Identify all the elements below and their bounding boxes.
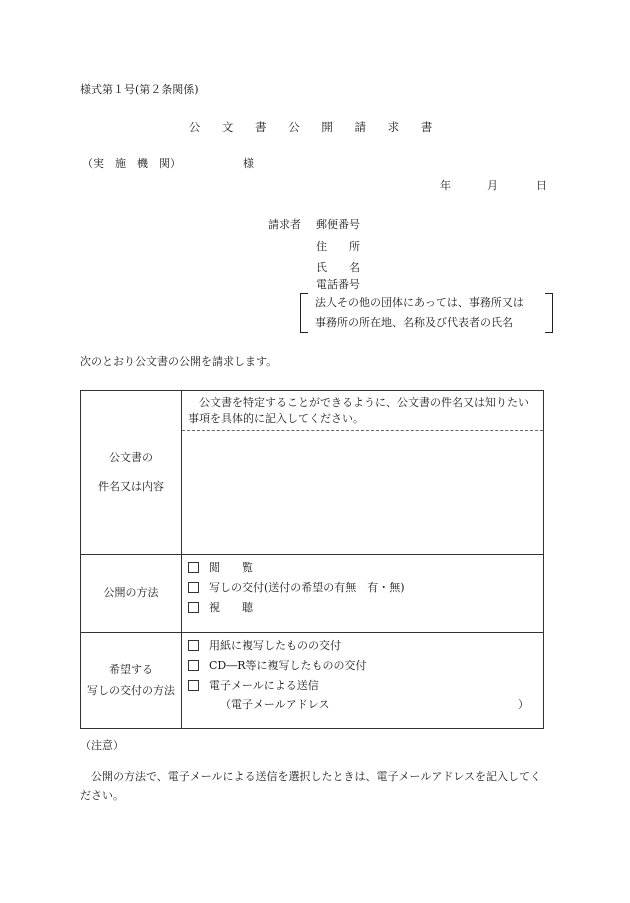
agency-suffix: 様 xyxy=(243,157,254,170)
table-row xyxy=(81,391,544,555)
option-copy-delivery[interactable]: 写しの交付(送付の希望の有無 有・無) xyxy=(182,577,543,597)
option-paper-copy[interactable]: 用紙に複写したものの交付 xyxy=(182,635,543,655)
option-inspection[interactable]: 閲 覧 xyxy=(182,557,543,577)
date-month: 月 xyxy=(487,179,498,192)
checkbox-copy-delivery[interactable] xyxy=(188,582,199,593)
corporate-note-line2: 事務所の所在地、名称及び代表者の氏名 xyxy=(315,316,513,329)
date-year: 年 xyxy=(440,179,451,192)
option-cdr-copy[interactable]: CD―R等に複写したものの交付 xyxy=(182,655,543,675)
corporate-note-bracket xyxy=(300,293,553,333)
option-email[interactable]: 電子メールによる送信 xyxy=(182,675,543,695)
document-subject-instruction: 公文書を特定することができるように、公文書の件名又は知りたい事項を具体的に記入してください。 xyxy=(182,391,543,431)
checkbox-inspection[interactable] xyxy=(188,562,199,573)
document-title: 公 文 書 公 開 請 求 書 xyxy=(188,120,442,134)
checkbox-paper-copy[interactable] xyxy=(188,640,199,651)
corporate-note-line1: 法人その他の団体にあっては、事務所又は xyxy=(315,296,524,309)
disclosure-method-label: 公開の方法 xyxy=(81,555,182,633)
document-subject-cell[interactable] xyxy=(182,391,544,555)
agency-label: （実 施 機 関） xyxy=(82,157,181,170)
notes-heading: （注意） xyxy=(80,739,124,752)
date-day: 日 xyxy=(536,179,547,192)
name-label: 氏 名 xyxy=(316,261,360,274)
option-viewing-listening[interactable]: 視 聴 xyxy=(182,597,543,617)
table-row xyxy=(81,633,544,729)
phone-label: 電話番号 xyxy=(316,278,360,291)
email-address-field[interactable]: （電子メールアドレス ） xyxy=(220,698,529,711)
request-intro: 次のとおり公文書の公開を請求します。 xyxy=(80,355,278,368)
address-label: 住 所 xyxy=(316,240,360,253)
form-number: 様式第１号(第２条関係) xyxy=(80,83,199,96)
copy-method-label: 希望する 写しの交付の方法 xyxy=(81,633,182,729)
table-row xyxy=(81,555,544,633)
checkbox-cdr-copy[interactable] xyxy=(188,660,199,671)
requester-label: 請求者 xyxy=(268,218,301,231)
checkbox-email[interactable] xyxy=(188,680,199,691)
notes-body: 公開の方法で、電子メールによる送信を選択したときは、電子メールアドレスを記入してください。 xyxy=(80,770,542,803)
document-subject-label: 公文書の 件名又は内容 xyxy=(81,391,182,555)
postal-code-label: 郵便番号 xyxy=(316,218,360,231)
checkbox-viewing-listening[interactable] xyxy=(188,602,199,613)
request-table xyxy=(80,390,544,729)
